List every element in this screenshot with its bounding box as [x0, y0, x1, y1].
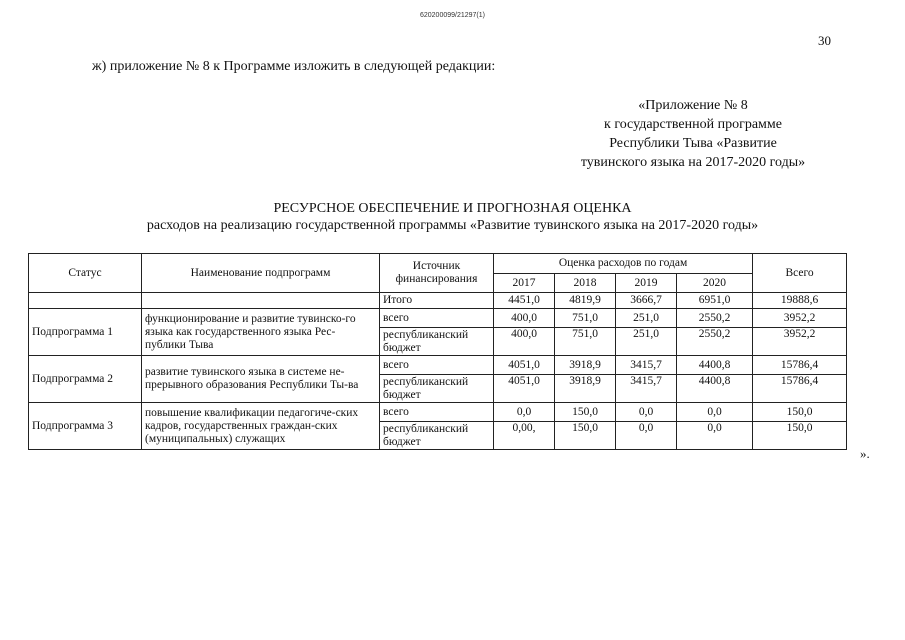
budget-table [28, 253, 847, 450]
header-year: 2017 [494, 274, 555, 293]
value-cell: 6951,0 [677, 293, 753, 309]
total-cell: 3952,2 [753, 328, 847, 356]
value-cell: 4819,9 [555, 293, 616, 309]
value-cell: 751,0 [555, 309, 616, 328]
appendix-line: Республики Тыва «Развитие [609, 136, 777, 151]
value-cell: 4400,8 [677, 356, 753, 375]
document-id: 620200099/21297(1) [419, 12, 485, 19]
appendix-line: к государственной программе [604, 117, 782, 132]
value-cell: 3666,7 [616, 293, 677, 309]
status-cell: Подпрограмма 1 [29, 309, 142, 356]
value-cell: 0,0 [494, 403, 555, 422]
header-year: 2020 [677, 274, 753, 293]
header-year: 2018 [555, 274, 616, 293]
name-cell: функционирование и развитие тувинско-го языка как государственного языка Рес-публики Тыва [142, 309, 380, 356]
value-cell: 0,0 [616, 403, 677, 422]
value-cell: 400,0 [494, 309, 555, 328]
name-cell: повышение квалификации педагогиче-ских кадров, государственных граждан-ских (муниципальных) служащих [142, 403, 380, 450]
page-number: 30 [818, 33, 831, 48]
value-cell: 4051,0 [494, 356, 555, 375]
source-cell: всего [380, 309, 494, 328]
table-subtitle: расходов на реализацию государственной программы «Развитие тувинского языка на 2017-2020 годы» [146, 218, 759, 233]
value-cell: 251,0 [616, 309, 677, 328]
total-cell: 15786,4 [753, 375, 847, 403]
header-year: 2019 [616, 274, 677, 293]
header-total: Всего [753, 254, 847, 293]
value-cell: 150,0 [555, 403, 616, 422]
value-cell: 4051,0 [494, 375, 555, 403]
value-cell: 400,0 [494, 328, 555, 356]
value-cell: 251,0 [616, 328, 677, 356]
value-cell: 0,0 [616, 422, 677, 450]
total-cell: 3952,2 [753, 309, 847, 328]
header-estimate: Оценка расходов по годам [494, 254, 753, 274]
source-cell: республиканский бюджет [380, 422, 494, 450]
appendix-note [563, 96, 823, 172]
table-row-total [29, 293, 847, 309]
value-cell: 4451,0 [494, 293, 555, 309]
status-cell: Подпрограмма 3 [29, 403, 142, 450]
appendix-line: «Приложение № 8 [638, 98, 748, 113]
value-cell: 150,0 [555, 422, 616, 450]
table-row [29, 309, 847, 328]
total-cell: 15786,4 [753, 356, 847, 375]
source-cell: всего [380, 403, 494, 422]
source-cell: всего [380, 356, 494, 375]
total-cell: 150,0 [753, 403, 847, 422]
name-cell [142, 293, 380, 309]
source-cell: республиканский бюджет [380, 375, 494, 403]
value-cell: 0,00, [494, 422, 555, 450]
value-cell: 0,0 [677, 422, 753, 450]
value-cell: 3918,9 [555, 375, 616, 403]
name-cell: развитие тувинского языка в системе не-прерывного образования Республики Ты-ва [142, 356, 380, 403]
value-cell: 2550,2 [677, 328, 753, 356]
appendix-line: тувинского языка на 2017-2020 годы» [580, 155, 806, 170]
status-cell: Подпрограмма 2 [29, 356, 142, 403]
value-cell: 2550,2 [677, 309, 753, 328]
value-cell: 3415,7 [616, 356, 677, 375]
value-cell: 4400,8 [677, 375, 753, 403]
table-title: РЕСУРСНОЕ ОБЕСПЕЧЕНИЕ И ПРОГНОЗНАЯ ОЦЕНКА [273, 201, 632, 216]
header-status: Статус [29, 254, 142, 293]
table-row [29, 356, 847, 375]
closing-quote: ». [860, 446, 870, 461]
table-row [29, 403, 847, 422]
total-cell: 150,0 [753, 422, 847, 450]
source-cell: Итого [380, 293, 494, 309]
instruction-text: ж) приложение № 8 к Программе изложить в следующей редакции: [92, 59, 496, 74]
header-source: Источник финансирования [380, 254, 494, 293]
status-cell [29, 293, 142, 309]
total-cell: 19888,6 [753, 293, 847, 309]
value-cell: 0,0 [677, 403, 753, 422]
value-cell: 3415,7 [616, 375, 677, 403]
header-name: Наименование подпрограмм [142, 254, 380, 293]
source-cell: республиканский бюджет [380, 328, 494, 356]
value-cell: 751,0 [555, 328, 616, 356]
value-cell: 3918,9 [555, 356, 616, 375]
